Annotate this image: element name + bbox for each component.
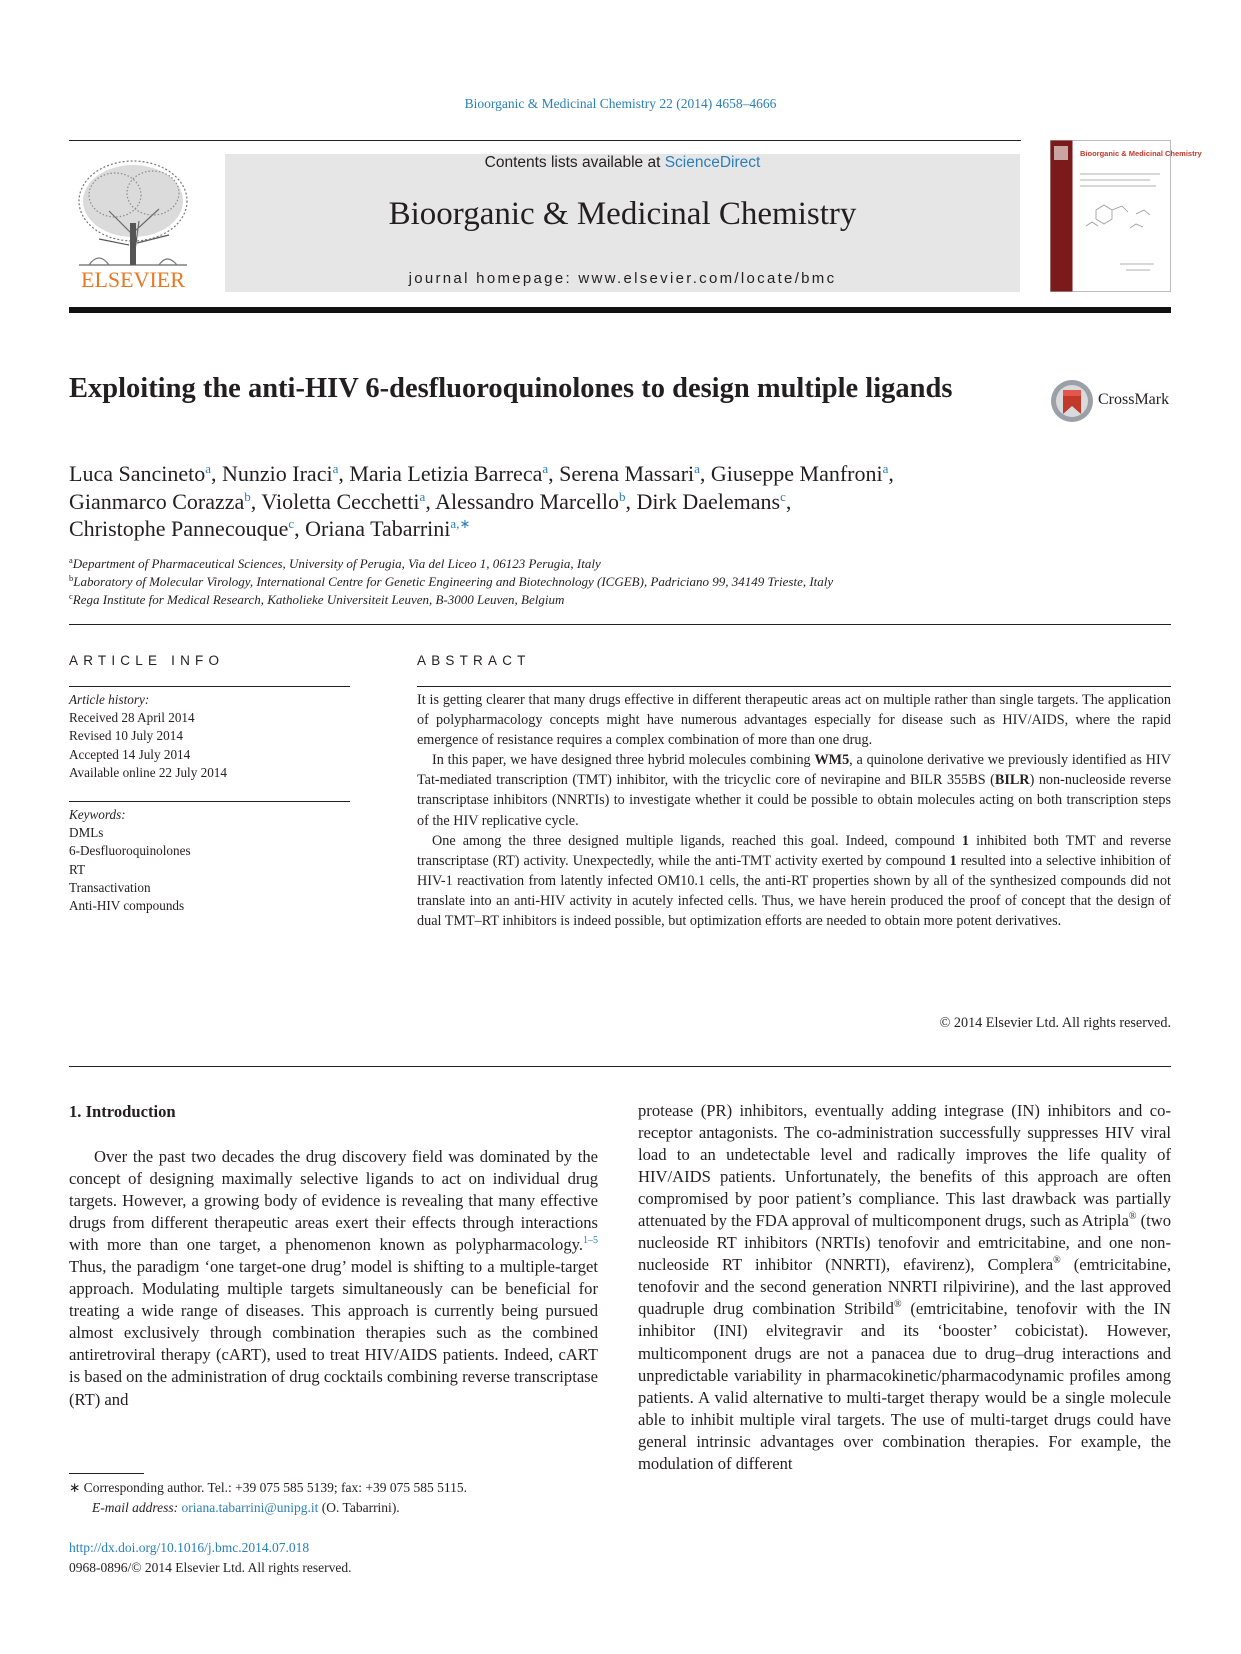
journal-title: Bioorganic & Medicinal Chemistry	[388, 196, 857, 232]
keyword: 6-Desfluoroquinolones	[69, 843, 191, 859]
abstract-paragraph: It is getting clearer that many drugs effective in different therapeutic areas act on multiple rather than single targets. The application of polypharmacology concepts might have numerous advantages especially for disease such as HIV/AIDS, where the rapid emergence of resistance requires a complex combination of more than one drug.	[417, 692, 1171, 749]
affiliation: $^b$Laboratory of Molecular Virology, International Centre for Genetic Engineering and Biotechnology (ICGEB), Padriciano 99, 34149 Trieste, Italy	[69, 573, 834, 589]
journal-banner	[225, 154, 1020, 292]
body-paragraph: protease (PR) inhibitors, eventually adding integrase (IN) inhibitors and co-receptor antagonists. The co-administration successfully suppresses HIV viral load to an undetectable level and radically improves the life quality of HIV/AIDS patients. Unfortunately, the benefits of this approach are often compromised by poor patient’s compliance. This last drawback was partially attenuated by the FDA approval of multicomponent drugs, such as Atripla® (two nucleoside RT inhibitors (NRTIs) tenofovir and emtricitabine, and one non-nucleoside RT inhibitor (NNRTI), efavirenz), Complera® (emtricitabine, tenofovir and the second generation NNRTI rilpivirine), and the last approved quadruple drug combination Stribild® (emtricitabine, tenofovir with the IN inhibitor (INI) elvitegravir and its ‘booster’ cobicistat). However, multicomponent drugs are not a panacea due to drug–drug interactions and unpredictable variability in pharmacokinetic/pharmacodynamic profiles among patients. A valid alternative to multi-target therapy would be a single molecule able to inhibit multiple viral targets. The use of multi-target drugs could have general intrinsic advantages over combination therapies. For example, the modulation of different	[638, 1101, 1171, 1473]
contents-line: Contents lists available at ScienceDirect	[484, 154, 761, 171]
body-rule	[69, 1066, 1171, 1067]
keywords-rule	[69, 801, 350, 802]
affiliation: $^c$Rega Institute for Medical Research, Katholieke Universiteit Leuven, B-3000 Leuven, Belgium	[69, 591, 565, 607]
journal-citation[interactable]: Bioorganic & Medicinal Chemistry 22 (2014) 4658–4666	[464, 96, 777, 111]
abstract-rule	[417, 686, 1171, 687]
affiliation-rule	[69, 624, 1171, 625]
author[interactable]: Giuseppe Manfroni$^a$	[710, 461, 889, 486]
body-left-column	[69, 1146, 598, 1411]
header-thick-rule	[69, 307, 1171, 313]
body-paragraph: Over the past two decades the drug discovery field was dominated by the concept of designing maximally selective ligands to act on individual drug targets. However, a growing body of evidence is revealing that many effective drugs from different therapeutic areas exert their effects through interactions with more than one target, a phenomenon known as polypharmacology.$^{1-5}$ Thus, the paradigm ‘one target-one drug’ model is shifting to a multiple-target approach. Modulating multiple targets simultaneously can be beneficial for treating a wide range of diseases. This approach is currently being pursued almost exclusively through combination therapies such as the combined antiretroviral therapy (cART), used to treat HIV/AIDS patients. Indeed, cART is based on the administration of drug cocktails combining reverse transcriptase (RT) and	[69, 1147, 599, 1409]
body-right-column	[638, 1100, 1171, 1475]
cover-title: Bioorganic & Medicinal Chemistry	[1080, 149, 1202, 158]
keywords: Keywords: DMLs 6-Desfluoroquinolones RT Transactivation Anti-HIV compounds	[69, 806, 350, 915]
article-title: Exploiting the anti-HIV 6-desfluoroquinolones to design multiple ligands	[69, 373, 953, 404]
header-rule	[69, 140, 1021, 141]
tree-logo-icon	[69, 153, 197, 293]
abstract-copyright: © 2014 Elsevier Ltd. All rights reserved.	[939, 1015, 1171, 1031]
author[interactable]: Christophe Pannecouque$^c$	[69, 516, 295, 541]
issn-line: 0968-0896/© 2014 Elsevier Ltd. All rights reserved.	[69, 1560, 352, 1575]
article-info-rule	[69, 686, 350, 687]
keyword: Anti-HIV compounds	[69, 898, 185, 914]
author[interactable]: Serena Massari$^a$	[559, 461, 700, 486]
keyword: RT	[69, 861, 86, 877]
doi-block	[69, 1538, 351, 1578]
author[interactable]: Oriana Tabarrini$^{a,∗}$	[305, 516, 471, 541]
affiliations	[69, 555, 1169, 609]
sciencedirect-link[interactable]: ScienceDirect	[664, 154, 761, 171]
reference-link[interactable]: 1–5	[583, 1235, 598, 1247]
section-heading: 1. Introduction	[69, 1102, 176, 1121]
crossmark-label[interactable]: CrossMark	[1098, 391, 1170, 408]
footnote-rule	[69, 1473, 144, 1474]
doi-link[interactable]: http://dx.doi.org/10.1016/j.bmc.2014.07.018	[69, 1540, 310, 1555]
journal-cover-thumbnail[interactable]	[1050, 140, 1202, 292]
author[interactable]: Violetta Cecchetti$^a$	[261, 488, 426, 514]
author[interactable]: Alessandro Marcello$^b$	[435, 488, 626, 514]
author[interactable]: Luca Sancineto$^a$	[69, 461, 212, 486]
elsevier-logo	[69, 153, 197, 293]
journal-homepage: journal homepage: www.elsevier.com/locate/bmc	[408, 270, 837, 287]
abstract-paragraph: One among the three designed multiple ligands, reached this goal. Indeed, compound 1 inhibited both TMT and reverse transcriptase (RT) activity. Unexpectedly, while the anti-TMT activity exerted by compound 1 resulted into a selective inhibition of HIV-1 reactivation from latently infected OM10.1 cells, the anti-RT properties shown by all of the synthesized compounds did not translate into an anti-HIV activity in acutely infected cells. Thus, we have herein produced the proof of concept that the design of dual TMT–RT inhibitors is indeed possible, but optimization efforts are needed to obtain more potent derivatives.	[417, 832, 1172, 930]
homepage-link[interactable]: www.elsevier.com/locate/bmc	[578, 270, 837, 287]
crossmark-icon	[1050, 378, 1096, 424]
abstract-paragraph: In this paper, we have designed three hybrid molecules combining WM5, a quinolone derivative we previously identified as HIV Tat-mediated transcription (TMT) inhibitor, with the tricyclic core of nevirapine and BILR 355BS (BILR) non-nucleoside reverse transcriptase inhibitors (NNRTIs) to investigate whether it could be possible to obtain molecules acting on both transcription steps of the HIV replicative cycle.	[417, 752, 1171, 829]
abstract-heading: ABSTRACT	[417, 653, 531, 668]
publisher-wordmark: ELSEVIER	[81, 267, 185, 292]
keyword: Transactivation	[69, 879, 151, 895]
corresponding-author-note: ∗ Corresponding author. Tel.: +39 075 585 5139; fax: +39 075 585 5115. E-mail address: oriana.tabarrini@unipg.it (O. Tabarrini).	[69, 1480, 467, 1515]
author[interactable]: Dirk Daelemans$^c$	[636, 488, 786, 514]
author[interactable]: Maria Letizia Barreca$^a$	[349, 461, 549, 486]
affiliation: $^a$Department of Pharmaceutical Sciences, University of Perugia, Via del Liceo 1, 06123 Perugia, Italy	[69, 555, 601, 571]
author-list: Luca Sancineto$^a$, Nunzio Iraci$^a$, Maria Letizia Barreca$^a$, Serena Massari$^a$, Giuseppe Manfroni$^a$, Gianmarco Corazza$^b$, Violetta Cecchetti$^a$, Alessandro Marcello$^b$, Dirk Daelemans$^c$, Christophe Pannecouque$^c$, Oriana Tabarrini$^{a,∗}$	[69, 461, 894, 541]
article-info-heading: ARTICLE INFO	[69, 653, 225, 668]
author[interactable]: Gianmarco Corazza$^b$	[69, 488, 251, 514]
abstract-text	[417, 690, 1171, 931]
email-link[interactable]: oriana.tabarrini@unipg.it	[181, 1500, 319, 1515]
author[interactable]: Nunzio Iraci$^a$	[222, 461, 339, 486]
keyword: DMLs	[69, 825, 104, 841]
article-history: Article history: Received 28 April 2014 Revised 10 July 2014 Accepted 14 July 2014 Available online 22 July 2014	[69, 692, 227, 780]
